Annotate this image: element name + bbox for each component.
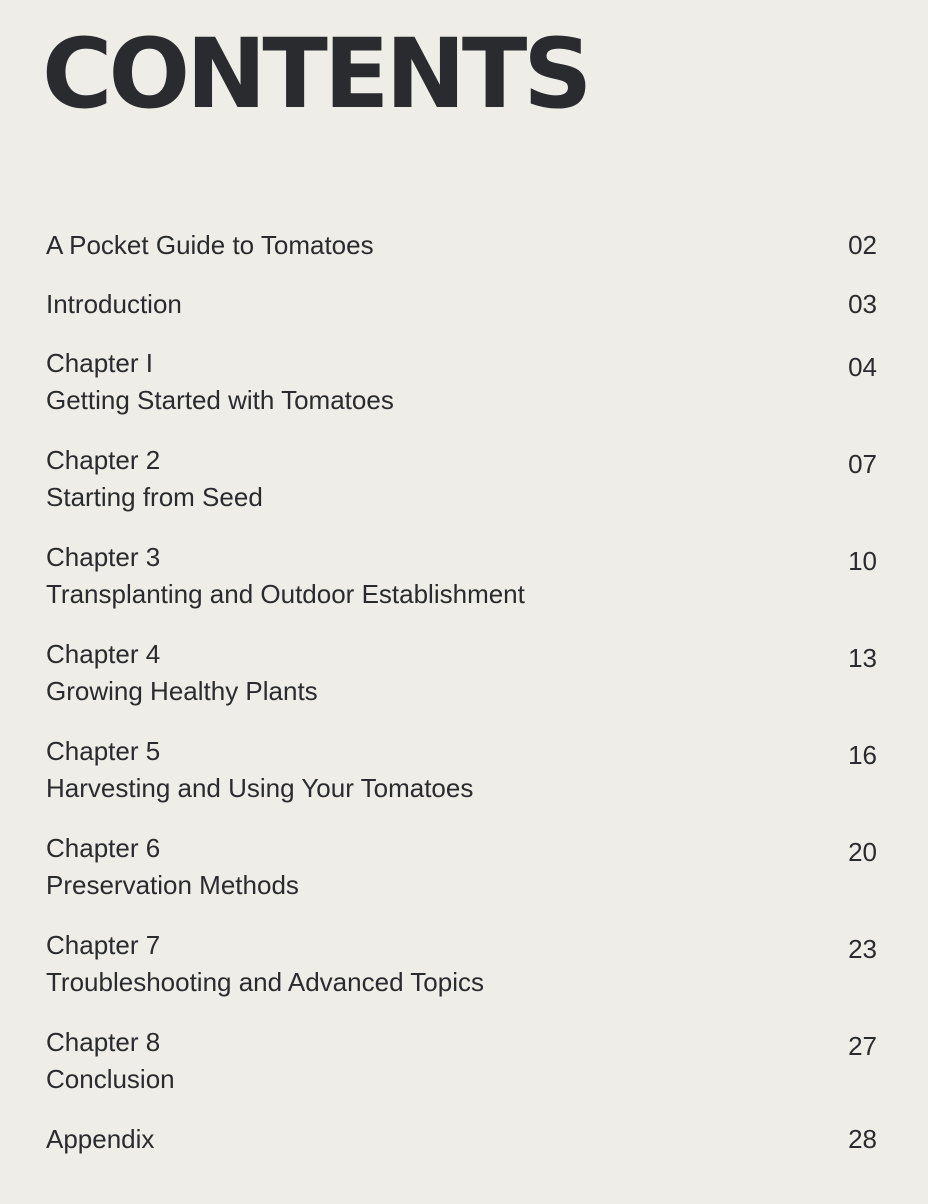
toc-chapter-label: Chapter 6 <box>46 833 161 863</box>
toc-entry-chapter-4[interactable] <box>46 636 877 710</box>
toc-entry-chapter-7[interactable] <box>46 927 877 1001</box>
toc-page-number: 16 <box>848 740 877 770</box>
toc-chapter-label: Chapter 2 <box>46 445 161 475</box>
toc-chapter-label: Chapter 8 <box>46 1027 161 1057</box>
toc-page-number: 20 <box>848 837 877 867</box>
toc-entry-title: Introduction <box>46 289 182 319</box>
toc-entry-title: Appendix <box>46 1124 155 1154</box>
toc-chapter-label: Chapter 3 <box>46 542 161 572</box>
toc-page-number: 07 <box>848 449 877 479</box>
toc-chapter-label: Chapter 7 <box>46 930 161 960</box>
toc-entry-title: Starting from Seed <box>46 482 263 512</box>
toc-entry-chapter-5[interactable] <box>46 733 877 807</box>
toc-entry-title: Transplanting and Outdoor Establishment <box>46 579 525 609</box>
toc-page-number: 23 <box>848 934 877 964</box>
toc-entry-title: Growing Healthy Plants <box>46 676 318 706</box>
toc-page-number: 02 <box>848 230 877 260</box>
toc-entry-pocket-guide[interactable] <box>46 227 877 264</box>
toc-entry-title: Conclusion <box>46 1064 175 1094</box>
toc-entry-appendix[interactable] <box>46 1121 877 1158</box>
toc-page-number: 13 <box>848 643 877 673</box>
page-title: CONTENTS <box>42 18 589 130</box>
toc-entry-title: Troubleshooting and Advanced Topics <box>46 967 484 997</box>
toc-entry-title: A Pocket Guide to Tomatoes <box>46 230 374 260</box>
toc-chapter-label: Chapter I <box>46 348 153 378</box>
toc-entry-introduction[interactable] <box>46 286 877 323</box>
toc-page-number: 03 <box>848 289 877 319</box>
toc-entry-chapter-3[interactable] <box>46 539 877 613</box>
toc-page-number: 10 <box>848 546 877 576</box>
toc-entry-title: Harvesting and Using Your Tomatoes <box>46 773 474 803</box>
toc-entry-title: Getting Started with Tomatoes <box>46 385 394 415</box>
toc-entry-chapter-1[interactable] <box>46 345 877 419</box>
toc-page-number: 04 <box>848 352 877 382</box>
toc-entry-title: Preservation Methods <box>46 870 299 900</box>
toc-chapter-label: Chapter 4 <box>46 639 161 669</box>
toc-entry-chapter-2[interactable] <box>46 442 877 516</box>
table-of-contents <box>46 227 877 1180</box>
toc-chapter-label: Chapter 5 <box>46 736 161 766</box>
toc-entry-chapter-6[interactable] <box>46 830 877 904</box>
toc-entry-chapter-8[interactable] <box>46 1024 877 1098</box>
toc-page-number: 27 <box>848 1031 877 1061</box>
toc-page-number: 28 <box>848 1124 877 1154</box>
